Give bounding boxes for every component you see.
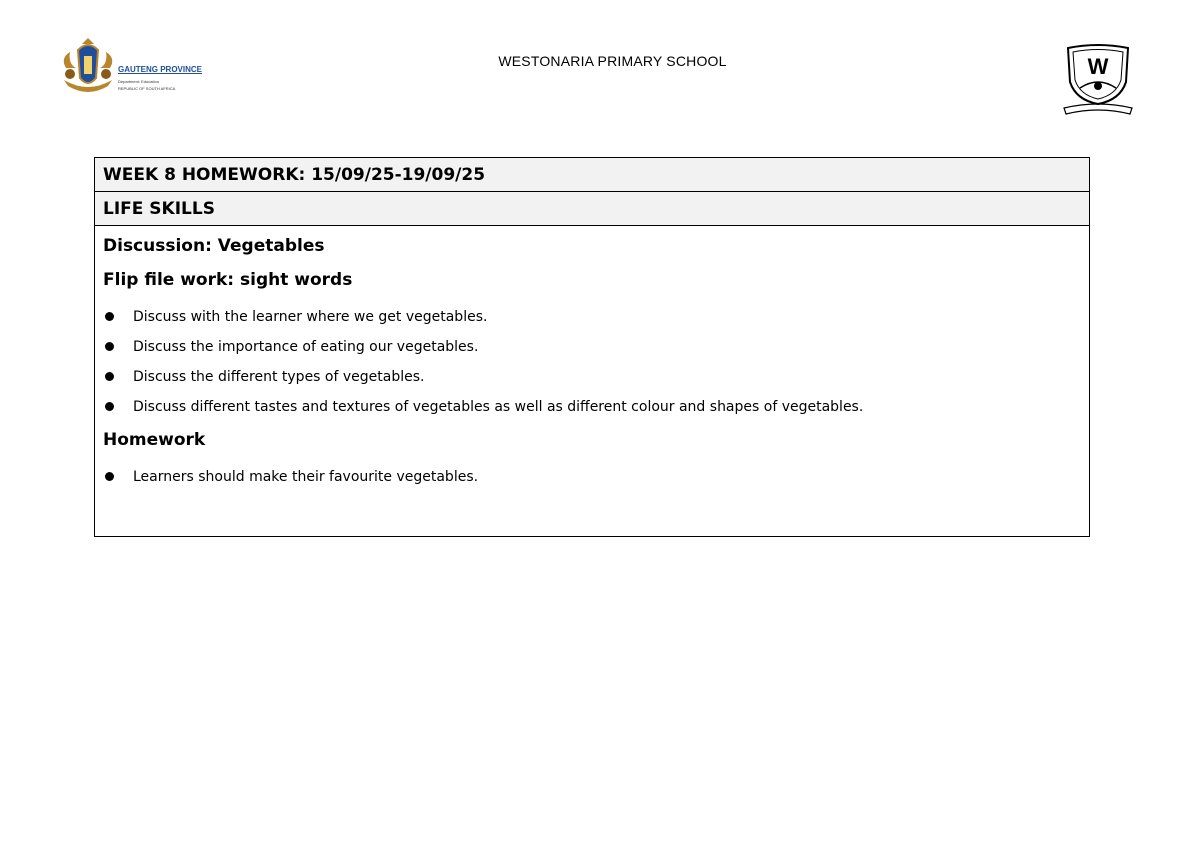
list-item [103, 362, 1081, 392]
subject-row: LIFE SKILLS [95, 192, 1089, 226]
list-item [103, 462, 1081, 492]
province-logo-country: REPUBLIC OF SOUTH AFRICA [118, 86, 176, 91]
bullet-icon [105, 312, 114, 321]
discussion-point-text: Discuss the different types of vegetables. [133, 369, 425, 385]
discussion-points-list [103, 302, 1081, 422]
school-name: WESTONARIA PRIMARY SCHOOL [498, 53, 727, 69]
list-item [103, 392, 1081, 422]
flip-file-heading: Flip file work: sight words [103, 270, 353, 290]
homework-heading: Homework [103, 430, 206, 450]
coat-of-arms-icon [58, 38, 118, 100]
discussion-point-text: Discuss the importance of eating our vegetables. [133, 339, 479, 355]
province-logo-subtitle: Department: Education [118, 79, 159, 84]
discussion-point-text: Discuss with the learner where we get vegetables. [133, 309, 488, 325]
bullet-icon [105, 402, 114, 411]
bullet-icon [105, 372, 114, 381]
bullet-icon [105, 342, 114, 351]
discussion-point-text: Discuss different tastes and textures of vegetables as well as different colour and shapes of vegetables. [133, 399, 864, 415]
discussion-heading: Discussion: Vegetables [103, 236, 325, 256]
week-title-row: WEEK 8 HOMEWORK: 15/09/25-19/09/25 [95, 158, 1089, 192]
homework-point-text: Learners should make their favourite vegetables. [133, 469, 479, 485]
crest-letter: W [1087, 54, 1109, 79]
bullet-icon [105, 472, 114, 481]
list-item [103, 332, 1081, 362]
homework-table [94, 157, 1090, 537]
gauteng-province-logo [58, 38, 208, 100]
list-item [103, 302, 1081, 332]
homework-content-cell [95, 226, 1089, 492]
school-crest-logo [1060, 42, 1136, 118]
homework-points-list [103, 462, 1081, 492]
school-crest-icon [1060, 42, 1136, 118]
province-logo-title: GAUTENG PROVINCE [118, 65, 203, 74]
